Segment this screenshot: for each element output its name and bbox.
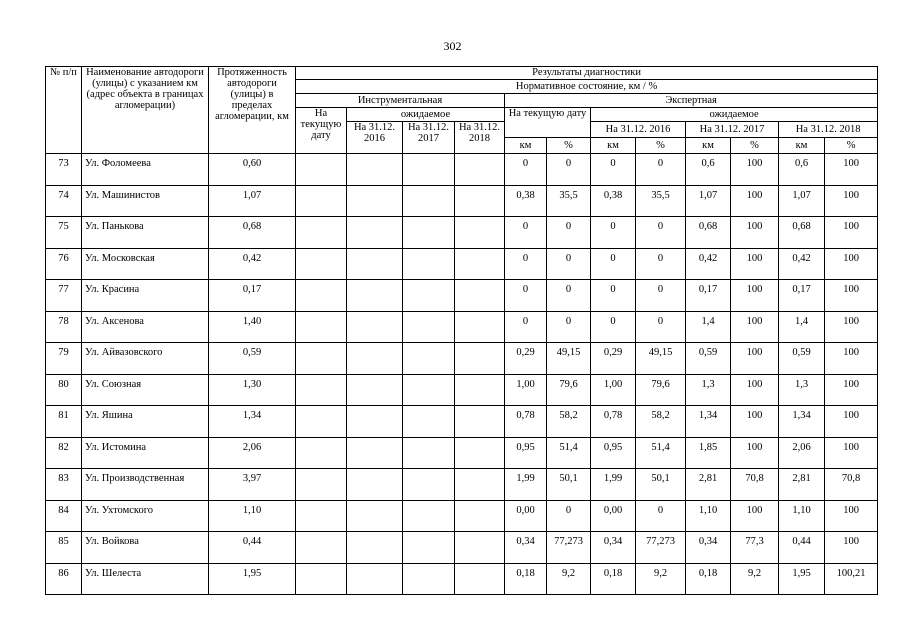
cell-2016-pct: 51,4: [636, 437, 686, 469]
cell-no: 77: [46, 280, 82, 312]
cell-length: 0,59: [209, 343, 296, 375]
table-row: [46, 437, 878, 469]
cell-2018-km: 0,17: [779, 280, 825, 312]
cell-instr-current: [296, 248, 347, 280]
cell-2016-km: 0,00: [591, 500, 636, 532]
cell-2016-pct: 9,2: [636, 563, 686, 595]
cell-2017-pct: 100: [731, 343, 779, 375]
cell-2017-km: 0,34: [686, 532, 731, 564]
table-row: [46, 374, 878, 406]
cell-no: 78: [46, 311, 82, 343]
cell-2018-km: 2,81: [779, 469, 825, 501]
cell-name: Ул. Московская: [82, 248, 209, 280]
cell-no: 82: [46, 437, 82, 469]
cell-2016-pct: 0: [636, 280, 686, 312]
cell-2017-km: 1,07: [686, 185, 731, 217]
cell-instr-2017: [403, 469, 455, 501]
cell-instr-2018: [455, 406, 505, 438]
cell-2017-pct: 100: [731, 437, 779, 469]
unit-km: км: [686, 138, 731, 154]
cell-instr-2017: [403, 154, 455, 186]
cell-name: Ул. Айвазовского: [82, 343, 209, 375]
cell-current-km: 1,00: [505, 374, 547, 406]
cell-length: 1,07: [209, 185, 296, 217]
cell-2017-km: 0,18: [686, 563, 731, 595]
cell-2018-pct: 100: [825, 217, 878, 249]
cell-2017-km: 0,42: [686, 248, 731, 280]
cell-instr-current: [296, 343, 347, 375]
diagnostics-table: [45, 66, 878, 595]
cell-current-km: 0,34: [505, 532, 547, 564]
cell-name: Ул. Фоломеева: [82, 154, 209, 186]
cell-length: 0,42: [209, 248, 296, 280]
cell-2016-km: 0,18: [591, 563, 636, 595]
cell-current-pct: 0: [547, 248, 591, 280]
cell-no: 76: [46, 248, 82, 280]
table-row: [46, 500, 878, 532]
cell-2018-km: 0,59: [779, 343, 825, 375]
cell-instr-2016: [347, 437, 403, 469]
cell-2016-pct: 0: [636, 500, 686, 532]
unit-pct: %: [825, 138, 878, 154]
cell-2016-km: 0: [591, 217, 636, 249]
cell-2016-km: 0,34: [591, 532, 636, 564]
cell-name: Ул. Шелеста: [82, 563, 209, 595]
header-instr-expected: ожидаемое: [347, 108, 505, 122]
header-instrumental: Инструментальная: [296, 94, 505, 108]
cell-2016-pct: 35,5: [636, 185, 686, 217]
cell-2018-pct: 100: [825, 437, 878, 469]
header-normative: Нормативное состояние, км / %: [296, 80, 878, 94]
cell-current-pct: 0: [547, 154, 591, 186]
header-instr-current: На текущую дату: [296, 108, 347, 154]
cell-current-pct: 0: [547, 217, 591, 249]
cell-instr-2017: [403, 500, 455, 532]
cell-name: Ул. Союзная: [82, 374, 209, 406]
header-instr-2017: На 31.12. 2017: [403, 122, 455, 154]
cell-instr-2018: [455, 217, 505, 249]
cell-2017-km: 1,4: [686, 311, 731, 343]
cell-current-pct: 0: [547, 311, 591, 343]
cell-instr-2016: [347, 406, 403, 438]
cell-current-pct: 77,273: [547, 532, 591, 564]
cell-instr-2018: [455, 311, 505, 343]
cell-instr-2016: [347, 248, 403, 280]
cell-current-km: 0,78: [505, 406, 547, 438]
cell-length: 0,68: [209, 217, 296, 249]
cell-2018-pct: 100: [825, 280, 878, 312]
cell-current-pct: 0: [547, 280, 591, 312]
cell-instr-2016: [347, 532, 403, 564]
cell-instr-2018: [455, 532, 505, 564]
cell-current-pct: 50,1: [547, 469, 591, 501]
cell-name: Ул. Панькова: [82, 217, 209, 249]
cell-current-km: 0: [505, 311, 547, 343]
cell-2017-pct: 100: [731, 500, 779, 532]
table-row: [46, 406, 878, 438]
cell-2016-pct: 0: [636, 154, 686, 186]
header-results: Результаты диагностики: [296, 67, 878, 80]
header-length: Протяженность автодороги (улицы) в пределах агломерации, км: [209, 67, 296, 154]
cell-instr-2017: [403, 343, 455, 375]
cell-2016-pct: 79,6: [636, 374, 686, 406]
cell-2017-pct: 100: [731, 154, 779, 186]
header-exp-expected: ожидаемое: [591, 108, 878, 122]
table-row: [46, 217, 878, 249]
cell-instr-2017: [403, 217, 455, 249]
cell-no: 85: [46, 532, 82, 564]
cell-instr-2018: [455, 343, 505, 375]
cell-2017-pct: 70,8: [731, 469, 779, 501]
header-exp-current: На текущую дату: [505, 108, 591, 138]
cell-2017-pct: 77,3: [731, 532, 779, 564]
cell-current-km: 0: [505, 280, 547, 312]
cell-no: 84: [46, 500, 82, 532]
cell-2017-km: 1,10: [686, 500, 731, 532]
cell-2018-pct: 100: [825, 185, 878, 217]
cell-2017-km: 1,34: [686, 406, 731, 438]
unit-pct: %: [731, 138, 779, 154]
cell-instr-2017: [403, 374, 455, 406]
cell-2017-km: 0,68: [686, 217, 731, 249]
cell-2016-km: 0,95: [591, 437, 636, 469]
header-expert: Экспертная: [505, 94, 878, 108]
cell-length: 1,34: [209, 406, 296, 438]
cell-instr-current: [296, 532, 347, 564]
cell-instr-2016: [347, 469, 403, 501]
cell-2016-km: 0: [591, 154, 636, 186]
table-body: [46, 154, 878, 595]
cell-length: 1,30: [209, 374, 296, 406]
unit-km: км: [505, 138, 547, 154]
cell-2017-pct: 100: [731, 185, 779, 217]
cell-length: 3,97: [209, 469, 296, 501]
cell-instr-2017: [403, 185, 455, 217]
cell-2017-km: 0,59: [686, 343, 731, 375]
cell-instr-2018: [455, 154, 505, 186]
cell-2018-pct: 70,8: [825, 469, 878, 501]
cell-length: 0,60: [209, 154, 296, 186]
cell-2017-pct: 100: [731, 248, 779, 280]
cell-no: 86: [46, 563, 82, 595]
cell-2018-pct: 100: [825, 248, 878, 280]
cell-current-pct: 0: [547, 500, 591, 532]
cell-instr-2017: [403, 280, 455, 312]
cell-instr-2018: [455, 563, 505, 595]
cell-2017-km: 0,17: [686, 280, 731, 312]
cell-current-pct: 9,2: [547, 563, 591, 595]
cell-instr-2018: [455, 500, 505, 532]
cell-instr-current: [296, 469, 347, 501]
cell-2018-km: 1,34: [779, 406, 825, 438]
cell-instr-2016: [347, 563, 403, 595]
cell-2018-pct: 100: [825, 374, 878, 406]
cell-2017-pct: 100: [731, 217, 779, 249]
table-row: [46, 280, 878, 312]
cell-current-pct: 51,4: [547, 437, 591, 469]
cell-2016-km: 0,78: [591, 406, 636, 438]
cell-2017-km: 2,81: [686, 469, 731, 501]
cell-instr-2017: [403, 563, 455, 595]
header-exp-2017: На 31.12. 2017: [686, 122, 779, 138]
cell-no: 79: [46, 343, 82, 375]
cell-2018-km: 0,42: [779, 248, 825, 280]
cell-instr-2017: [403, 406, 455, 438]
cell-length: 0,17: [209, 280, 296, 312]
cell-instr-current: [296, 311, 347, 343]
cell-instr-current: [296, 217, 347, 249]
cell-name: Ул. Войкова: [82, 532, 209, 564]
cell-no: 83: [46, 469, 82, 501]
table-row: [46, 469, 878, 501]
cell-instr-2018: [455, 374, 505, 406]
page-number: 302: [443, 39, 462, 53]
cell-length: 0,44: [209, 532, 296, 564]
table-row: [46, 185, 878, 217]
cell-instr-2018: [455, 280, 505, 312]
cell-name: Ул. Ухтомского: [82, 500, 209, 532]
cell-current-km: 0: [505, 248, 547, 280]
cell-2018-km: 2,06: [779, 437, 825, 469]
cell-2017-pct: 9,2: [731, 563, 779, 595]
header-name: Наименование автодороги (улицы) с указанием км (адрес объекта в границах агломерации): [82, 67, 209, 154]
cell-2018-pct: 100: [825, 532, 878, 564]
unit-km: км: [591, 138, 636, 154]
cell-2016-pct: 77,273: [636, 532, 686, 564]
cell-instr-current: [296, 406, 347, 438]
cell-length: 1,10: [209, 500, 296, 532]
cell-2017-pct: 100: [731, 406, 779, 438]
cell-instr-2017: [403, 311, 455, 343]
cell-2018-pct: 100: [825, 406, 878, 438]
header-exp-2016: На 31.12. 2016: [591, 122, 686, 138]
header-instr-2018: На 31.12. 2018: [455, 122, 505, 154]
cell-name: Ул. Аксенова: [82, 311, 209, 343]
cell-2018-km: 0,44: [779, 532, 825, 564]
cell-name: Ул. Красина: [82, 280, 209, 312]
cell-current-pct: 35,5: [547, 185, 591, 217]
cell-2016-km: 0,38: [591, 185, 636, 217]
cell-instr-2016: [347, 217, 403, 249]
cell-no: 80: [46, 374, 82, 406]
table-row: [46, 311, 878, 343]
cell-2016-pct: 58,2: [636, 406, 686, 438]
cell-current-km: 1,99: [505, 469, 547, 501]
cell-2018-km: 1,4: [779, 311, 825, 343]
cell-2018-pct: 100: [825, 500, 878, 532]
cell-length: 1,40: [209, 311, 296, 343]
cell-current-km: 0,95: [505, 437, 547, 469]
cell-2017-pct: 100: [731, 374, 779, 406]
cell-instr-2016: [347, 343, 403, 375]
cell-current-pct: 58,2: [547, 406, 591, 438]
cell-instr-2016: [347, 311, 403, 343]
cell-2018-pct: 100: [825, 154, 878, 186]
cell-instr-2016: [347, 374, 403, 406]
cell-current-km: 0,00: [505, 500, 547, 532]
cell-length: 1,95: [209, 563, 296, 595]
table-row: [46, 154, 878, 186]
table-row: [46, 343, 878, 375]
cell-current-km: 0: [505, 154, 547, 186]
header-exp-2018: На 31.12. 2018: [779, 122, 878, 138]
cell-instr-2018: [455, 437, 505, 469]
cell-2016-km: 0: [591, 280, 636, 312]
cell-2018-pct: 100,21: [825, 563, 878, 595]
cell-current-km: 0,38: [505, 185, 547, 217]
cell-no: 75: [46, 217, 82, 249]
cell-instr-2017: [403, 437, 455, 469]
cell-2018-km: 1,95: [779, 563, 825, 595]
cell-instr-current: [296, 500, 347, 532]
cell-instr-current: [296, 563, 347, 595]
cell-instr-2018: [455, 248, 505, 280]
cell-2017-pct: 100: [731, 311, 779, 343]
cell-instr-2016: [347, 154, 403, 186]
unit-pct: %: [636, 138, 686, 154]
cell-instr-2018: [455, 469, 505, 501]
cell-2017-pct: 100: [731, 280, 779, 312]
cell-2016-pct: 0: [636, 311, 686, 343]
cell-instr-2016: [347, 280, 403, 312]
cell-current-km: 0,18: [505, 563, 547, 595]
cell-current-pct: 49,15: [547, 343, 591, 375]
cell-2016-km: 0: [591, 248, 636, 280]
cell-instr-current: [296, 280, 347, 312]
cell-instr-2016: [347, 500, 403, 532]
cell-2016-pct: 0: [636, 217, 686, 249]
cell-2016-pct: 0: [636, 248, 686, 280]
cell-current-pct: 79,6: [547, 374, 591, 406]
cell-2018-km: 1,07: [779, 185, 825, 217]
table-row: [46, 532, 878, 564]
cell-instr-2017: [403, 532, 455, 564]
cell-2016-km: 1,00: [591, 374, 636, 406]
cell-2017-km: 0,6: [686, 154, 731, 186]
cell-2018-km: 0,68: [779, 217, 825, 249]
cell-name: Ул. Истомина: [82, 437, 209, 469]
cell-name: Ул. Машинистов: [82, 185, 209, 217]
cell-2018-pct: 100: [825, 343, 878, 375]
header-instr-2016: На 31.12. 2016: [347, 122, 403, 154]
cell-2018-km: 1,10: [779, 500, 825, 532]
cell-2016-km: 1,99: [591, 469, 636, 501]
cell-instr-2017: [403, 248, 455, 280]
cell-no: 81: [46, 406, 82, 438]
cell-current-km: 0: [505, 217, 547, 249]
cell-instr-2016: [347, 185, 403, 217]
table-row: [46, 248, 878, 280]
cell-2017-km: 1,85: [686, 437, 731, 469]
cell-2016-km: 0: [591, 311, 636, 343]
cell-instr-current: [296, 154, 347, 186]
cell-2016-km: 0,29: [591, 343, 636, 375]
unit-km: км: [779, 138, 825, 154]
header-no: № п/п: [46, 67, 82, 154]
cell-length: 2,06: [209, 437, 296, 469]
cell-2016-pct: 50,1: [636, 469, 686, 501]
cell-no: 74: [46, 185, 82, 217]
cell-instr-2018: [455, 185, 505, 217]
cell-name: Ул. Яшина: [82, 406, 209, 438]
cell-instr-current: [296, 185, 347, 217]
table-row: [46, 563, 878, 595]
cell-instr-current: [296, 437, 347, 469]
cell-2017-km: 1,3: [686, 374, 731, 406]
cell-2018-pct: 100: [825, 311, 878, 343]
cell-no: 73: [46, 154, 82, 186]
cell-2018-km: 0,6: [779, 154, 825, 186]
cell-name: Ул. Производственная: [82, 469, 209, 501]
cell-current-km: 0,29: [505, 343, 547, 375]
cell-2016-pct: 49,15: [636, 343, 686, 375]
unit-pct: %: [547, 138, 591, 154]
cell-2018-km: 1,3: [779, 374, 825, 406]
cell-instr-current: [296, 374, 347, 406]
